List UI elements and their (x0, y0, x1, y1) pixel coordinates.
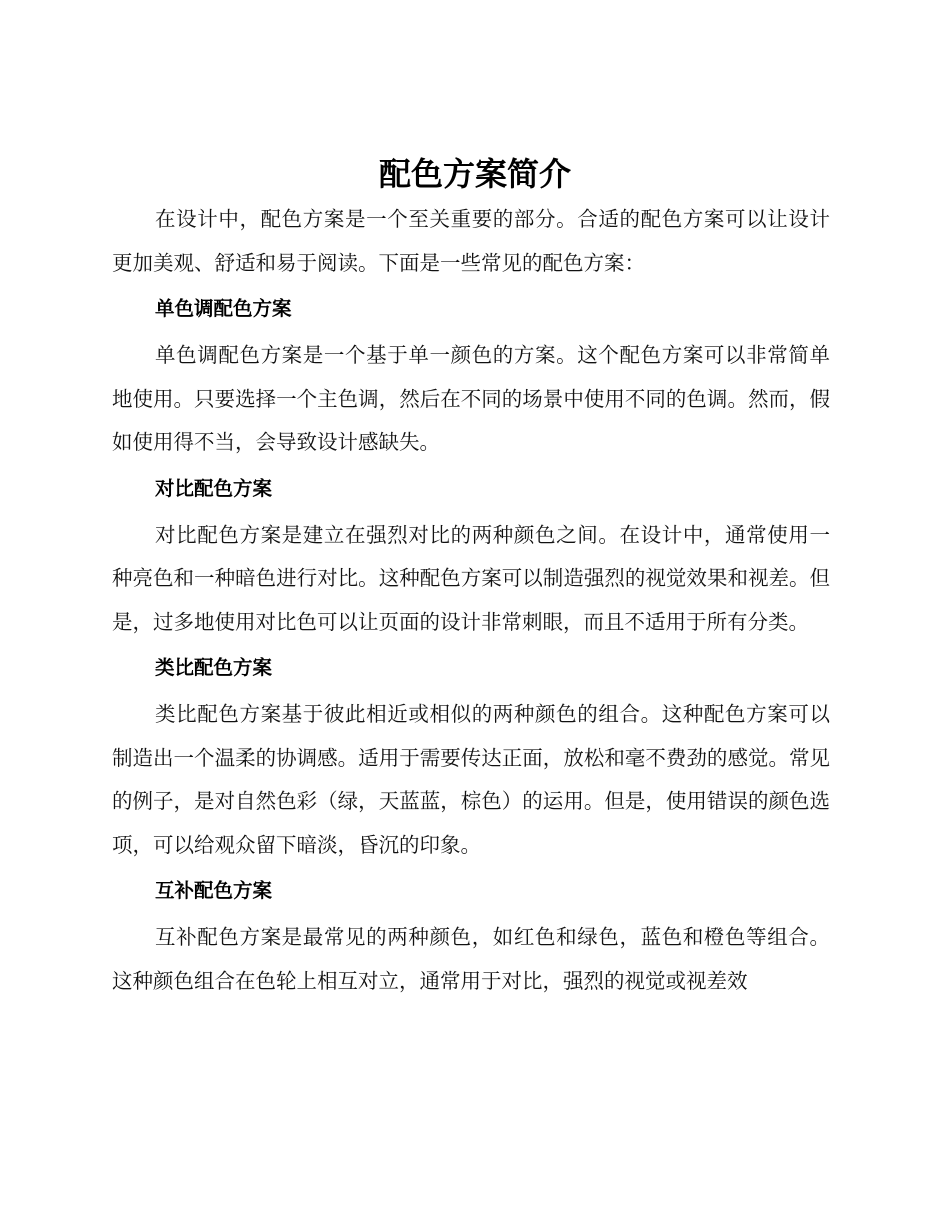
section-heading-complementary: 互补配色方案 (155, 879, 273, 902)
section-heading-analogous: 类比配色方案 (155, 656, 273, 679)
document-body (112, 198, 830, 1003)
intro-paragraph: 在设计中，配色方案是一个至关重要的部分。合适的配色方案可以让设计更加美观、舒适和易于阅读。下面是一些常见的配色方案： (112, 207, 830, 275)
section-body-complementary: 互补配色方案是最常见的两种颜色，如红色和绿色，蓝色和橙色等组合。这种颜色组合在色轮上相互对立，通常用于对比，强烈的视觉或视差效 (112, 925, 830, 993)
section-heading-contrast: 对比配色方案 (155, 476, 273, 500)
section-body-contrast: 对比配色方案是建立在强烈对比的两种颜色之间。在设计中，通常使用一种亮色和一种暗色进行对比。这种配色方案可以制造强烈的视觉效果和视差。但是，过多地使用对比色可以让页面的设计非常刺眼，而且不适用于所有分类。 (112, 522, 830, 634)
section-heading-monochrome: 单色调配色方案 (155, 297, 292, 320)
document-title: 配色方案简介 (378, 155, 571, 193)
section-body-monochrome: 单色调配色方案是一个基于单一颜色的方案。这个配色方案可以非常简单地使用。只要选择一个主色调，然后在不同的场景中使用不同的色调。然而，假如使用得不当，会导致设计感缺失。 (112, 343, 830, 454)
section-body-analogous: 类比配色方案基于彼此相近或相似的两种颜色的组合。这种配色方案可以制造出一个温柔的协调感。适用于需要传达正面，放松和毫不费劲的感觉。常见的例子，是对自然色彩（绿，天蓝蓝，棕色）的运用。但是，使用错误的颜色选项，可以给观众留下暗淡，昏沉的印象。 (112, 702, 830, 857)
